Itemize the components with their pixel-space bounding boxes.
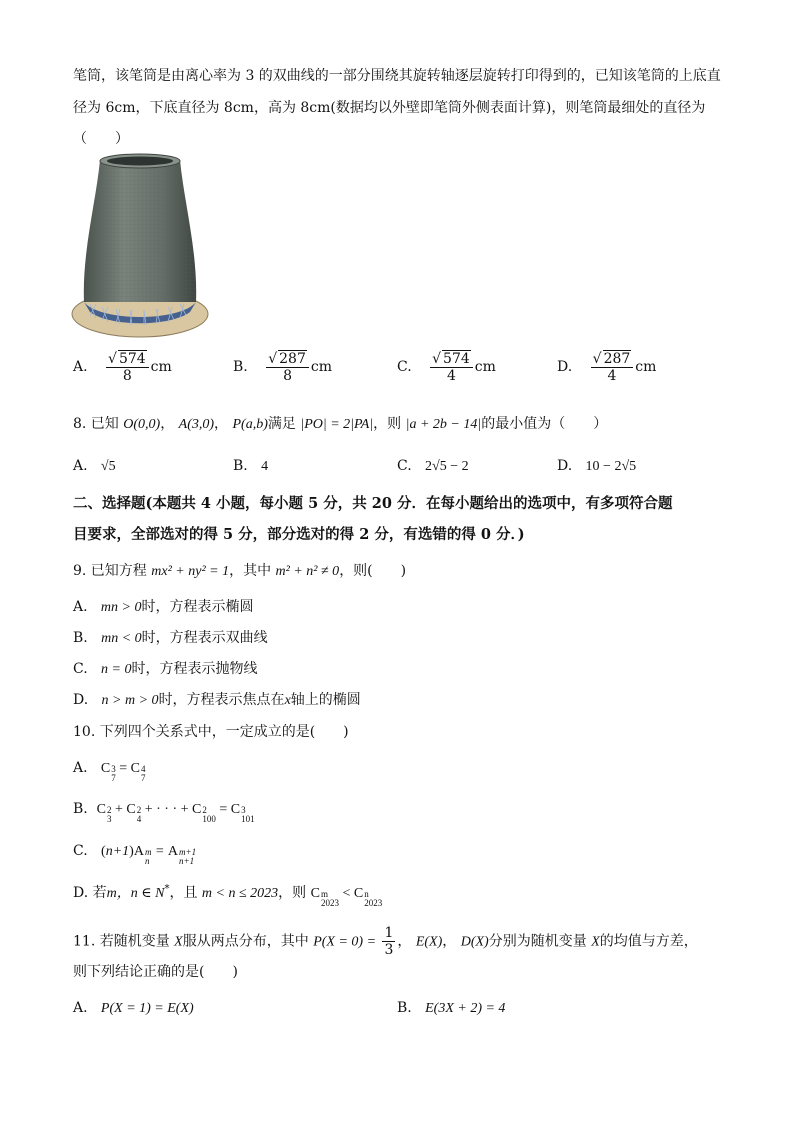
- q7-answer-paren: （ ）: [73, 131, 129, 147]
- q10-option-c-formula: (n+1)A m n = A m+1 n+1: [101, 844, 197, 866]
- q9-option-d[interactable]: D. n > m > 0时，方程表示焦点在x轴上的椭圆: [73, 692, 361, 708]
- q10-option-a[interactable]: A. C 3 7 = C 4 7: [73, 760, 146, 783]
- q10-option-a-formula: C 3 7 = C 4 7: [100, 761, 146, 783]
- q10-option-b[interactable]: B. C 2 3 + C 2 4 + · · · + C 2 100 = C 3 101: [73, 801, 255, 824]
- q10-option-b-formula: C 2 3 + C 2 4 + · · · + C 2 100 = C 3 101: [96, 802, 255, 824]
- q10-option-d[interactable]: D. 若m，n ∈ N*，且 m < n ≤ 2023，则 C m 2023 < C n 2023: [73, 883, 383, 908]
- q11-stem-line1: 11. 若随机变量 X服从两点分布，其中 P(X = 0) = $\frac{1}{3}$ ， E(X)， D(X)分别为随机变量 X的均值与方差，: [73, 925, 698, 958]
- q8-option-a[interactable]: A. √5: [73, 458, 116, 474]
- q8-option-c[interactable]: C. 2√5 − 2: [397, 458, 469, 474]
- q7-option-b[interactable]: B. $\frac{√ 287}{8}$ cm: [233, 351, 332, 384]
- q7-stem-line2: 径为 6cm，下底直径为 8cm，高为 8cm(数据均以外壁即笔筒外侧表面计算)，则笔筒最细处的直径为: [73, 100, 706, 116]
- q9-option-b[interactable]: B. mn < 0时，方程表示双曲线: [73, 630, 268, 646]
- q10-option-d-formula: C m 2023 < C n 2023: [310, 886, 383, 908]
- q9-option-c[interactable]: C. n = 0时，方程表示抛物线: [73, 661, 258, 677]
- q9-option-a[interactable]: A. mn > 0时，方程表示椭圆: [73, 599, 254, 615]
- section2-header-line2: 目要求，全部选对的得 5 分，部分选对的得 2 分，有选错的得 0 分．): [73, 526, 525, 543]
- q8-option-d[interactable]: D. 10 − 2√5: [557, 458, 637, 474]
- q11-stem-line2: 则下列结论正确的是( ): [73, 964, 238, 980]
- q10-option-c[interactable]: C. (n+1)A m n = A m+1 n+1: [73, 843, 197, 866]
- section2-header-line1: 二、选择题(本题共 4 小题，每小题 5 分，共 20 分．在每小题给出的选项中，有多项符合题: [73, 495, 673, 512]
- q7-option-a[interactable]: A. $\frac{√ 574}{8}$ cm: [73, 351, 172, 384]
- q11-option-a[interactable]: A. P(X = 1) = E(X): [73, 1000, 194, 1016]
- q7-option-c[interactable]: C. $\frac{√ 574}{4}$ cm: [397, 351, 496, 384]
- q8-option-b[interactable]: B. 4: [233, 458, 269, 474]
- q7-option-d[interactable]: D. $\frac{√ 287}{4}$ cm: [557, 351, 657, 384]
- q10-stem: 10. 下列四个关系式中，一定成立的是( ): [73, 724, 349, 740]
- q7-stem-line1: 笔筒，该笔筒是由离心率为 3 的双曲线的一部分围绕其旋转轴逐层旋转打印得到的，已知该笔筒的上底直: [73, 68, 721, 84]
- q8-stem: 8. 已知 O(0,0)， A(3,0)， P(a,b)满足 |PO| = 2|PA|，则 |a + 2b − 14|的最小值为（ ）: [73, 416, 608, 432]
- q9-stem: 9. 已知方程 mx² + ny² = 1，其中 m² + n² ≠ 0，则( ): [73, 563, 407, 579]
- pen-holder-image: [70, 152, 212, 342]
- q11-option-b[interactable]: B. E(3X + 2) = 4: [397, 1000, 506, 1016]
